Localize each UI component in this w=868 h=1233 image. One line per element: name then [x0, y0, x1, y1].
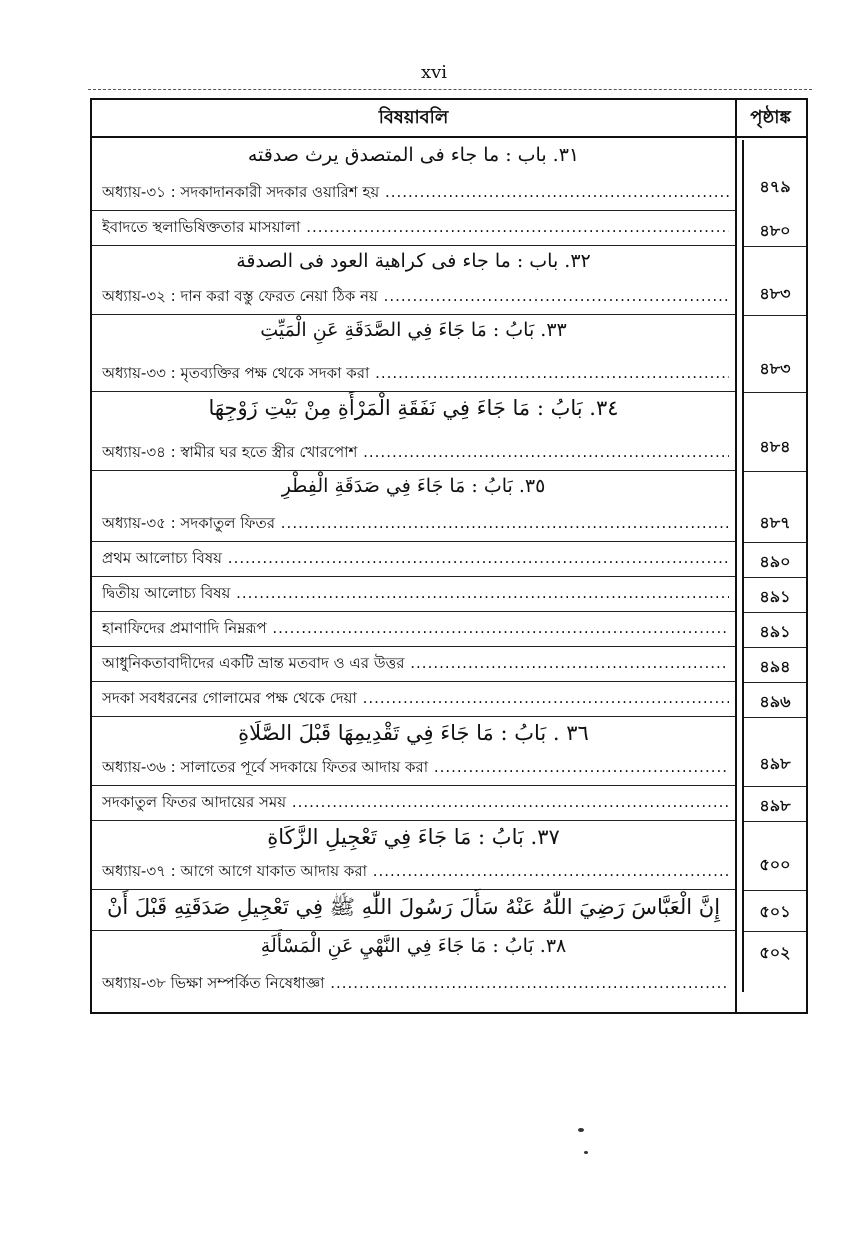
page-divider [744, 821, 806, 822]
toc-entry-38 [92, 931, 735, 1001]
toc-entry [92, 647, 735, 682]
toc-entry-32 [92, 246, 735, 315]
arabic-heading: ٣٧. بَابُ : مَا جَاءَ فِي تَعْجِيلِ الزَّكَاةِ [267, 825, 560, 849]
page-divider [744, 682, 806, 683]
page-divider [744, 392, 806, 393]
toc-entry-34 [92, 392, 735, 471]
chapter-title: সদকা সবধরনের গোলামের পক্ষ থেকে দেয়া ..... [102, 687, 729, 712]
page-ref: ৪৯১ [759, 587, 791, 606]
arabic-heading: ٣٣. بَابُ : مَا جَاءَ فِي الصَّدَقَةِ عَنِ الْمَيِّتِ [260, 319, 567, 341]
page-ref: ৪৮০ [759, 221, 791, 240]
page-ref: ৪৯০ [759, 552, 791, 571]
arabic-heading: ٣٦ . بَابُ : مَا جَاءَ فِي تَقْدِيمِهَا قَبْلَ الصَّلَاةِ [238, 721, 589, 745]
page-divider [744, 786, 806, 787]
toc-entry [92, 542, 735, 577]
toc-entry-37 [92, 821, 735, 890]
chapter-title: অধ্যায়-৩৪ : স্বামীর ঘর হতে স্ত্রীর খোরপোশ ..... [102, 441, 729, 466]
page-ref: ৪৯৬ [759, 692, 791, 711]
page-divider [744, 612, 806, 613]
toc-entry-31 [92, 140, 735, 211]
page-divider [744, 717, 806, 718]
toc-entry [92, 682, 735, 717]
arabic-heading: ٣١. باب : ما جاء فى المتصدق يرث صدقته [247, 144, 580, 166]
page-ref: ৪৯৮ [759, 796, 791, 815]
chapter-title: সদকাতুল ফিতর আদায়ের সময় ..... [102, 791, 729, 816]
page-ref: ৪৮৩ [759, 284, 791, 303]
arabic-heading: ٣٤. بَابُ : مَا جَاءَ فِي نَفَقَةِ الْمَرْأَةِ مِنْ بَيْتِ زَوْجِهَا [208, 396, 619, 420]
chapter-title: প্রথম আলোচ্য বিষয় ..... [102, 547, 729, 572]
page-ref: ৫০১ [759, 902, 791, 921]
page-ref: ৫০২ [759, 943, 791, 962]
page-ref: ৫০০ [759, 855, 791, 874]
page-ref: ৪৯১ [759, 622, 791, 641]
page-ref: ৪৭৯ [759, 177, 791, 196]
chapter-title: ইবাদতে স্থলাভিষিক্ততার মাসয়ালা ..... [102, 216, 729, 241]
scan-speck [578, 1128, 584, 1132]
chapter-title: অধ্যায়-৩১ : সদকাদানকারী সদকার ওয়ারিশ হয় ..... [102, 181, 729, 206]
page-divider [744, 890, 806, 891]
arabic-hadith: إِنَّ الْعَبَّاسَ رَضِيَ اللّٰهُ عَنْهُ سَأَلَ رَسُولَ اللّٰهِ ﷺ فِي تَعْجِيلِ صَدَقَتِهِ قَبْلَ أَنْ [106, 895, 721, 919]
toc-entry-35 [92, 471, 735, 542]
toc-entry-hadith [92, 890, 735, 931]
toc-entry [92, 612, 735, 647]
page-divider [744, 542, 806, 543]
table-header [92, 100, 806, 138]
page-ref: ৪৮৪ [759, 437, 791, 456]
arabic-heading: ٣٨. بَابُ : مَا جَاءَ فِي النَّهْيِ عَنِ الْمَسْأَلَةِ [260, 935, 567, 957]
page-divider [744, 471, 806, 472]
chapter-title: অধ্যায়-৩৭ : আগে আগে যাকাত আদায় করা ..... [102, 860, 729, 885]
toc-entry [92, 786, 735, 821]
header-rule [88, 89, 812, 90]
chapter-title: অধ্যায়-৩৬ : সালাতের পূর্বে সদকায়ে ফিতর আদায় করা ..... [102, 756, 729, 781]
page-ref: ৪৯৮ [759, 754, 791, 773]
chapter-title: অধ্যায়-৩৫ : সদকাতুল ফিতর ..... [102, 512, 729, 537]
chapter-title: দ্বিতীয় আলোচ্য বিষয় ..... [102, 582, 729, 607]
page-ref: ৪৮৩ [759, 359, 791, 378]
arabic-heading: ٣٥. بَابُ : مَا جَاءَ فِي صَدَقَةِ الْفِطْرِ [281, 475, 546, 497]
toc-entry [92, 211, 735, 246]
page-ref: ৪৮৭ [759, 513, 791, 532]
page-divider [744, 577, 806, 578]
chapter-title: অধ্যায়-৩৩ : মৃতব্যক্তির পক্ষ থেকে সদকা করা ..... [102, 362, 729, 387]
table-of-contents [90, 98, 808, 1014]
scan-speck [584, 1151, 588, 1154]
column-header-pages: পৃষ্ঠাঙ্ক [750, 107, 791, 128]
page-divider [744, 931, 806, 932]
page-divider [744, 647, 806, 648]
chapter-title: হানাফিদের প্রমাণাদি নিম্নরূপ ..... [102, 617, 729, 642]
column-header-topics: বিষয়াবলি [378, 107, 449, 128]
page-number: xvi [420, 62, 448, 83]
toc-entry-33 [92, 315, 735, 392]
chapter-title: আধুনিকতাবাদীদের একটি ভ্রান্ত মতবাদ ও এর উত্তর ..... [102, 652, 729, 677]
toc-entry [92, 577, 735, 612]
chapter-title: অধ্যায়-৩২ : দান করা বস্তু ফেরত নেয়া ঠিক নয় ..... [102, 285, 729, 310]
arabic-heading: ٣٢. باب : ما جاء فى كراهية العود فى الصدقة [236, 250, 591, 272]
toc-entry-36 [92, 717, 735, 786]
column-divider [735, 100, 737, 1012]
page-divider [744, 246, 806, 247]
chapter-title: অধ্যায়-৩৮ ভিক্ষা সম্পর্কিত নিষেধাজ্ঞা ..... [102, 972, 729, 997]
page-ref: ৪৯৪ [759, 657, 791, 676]
page-divider [744, 315, 806, 316]
